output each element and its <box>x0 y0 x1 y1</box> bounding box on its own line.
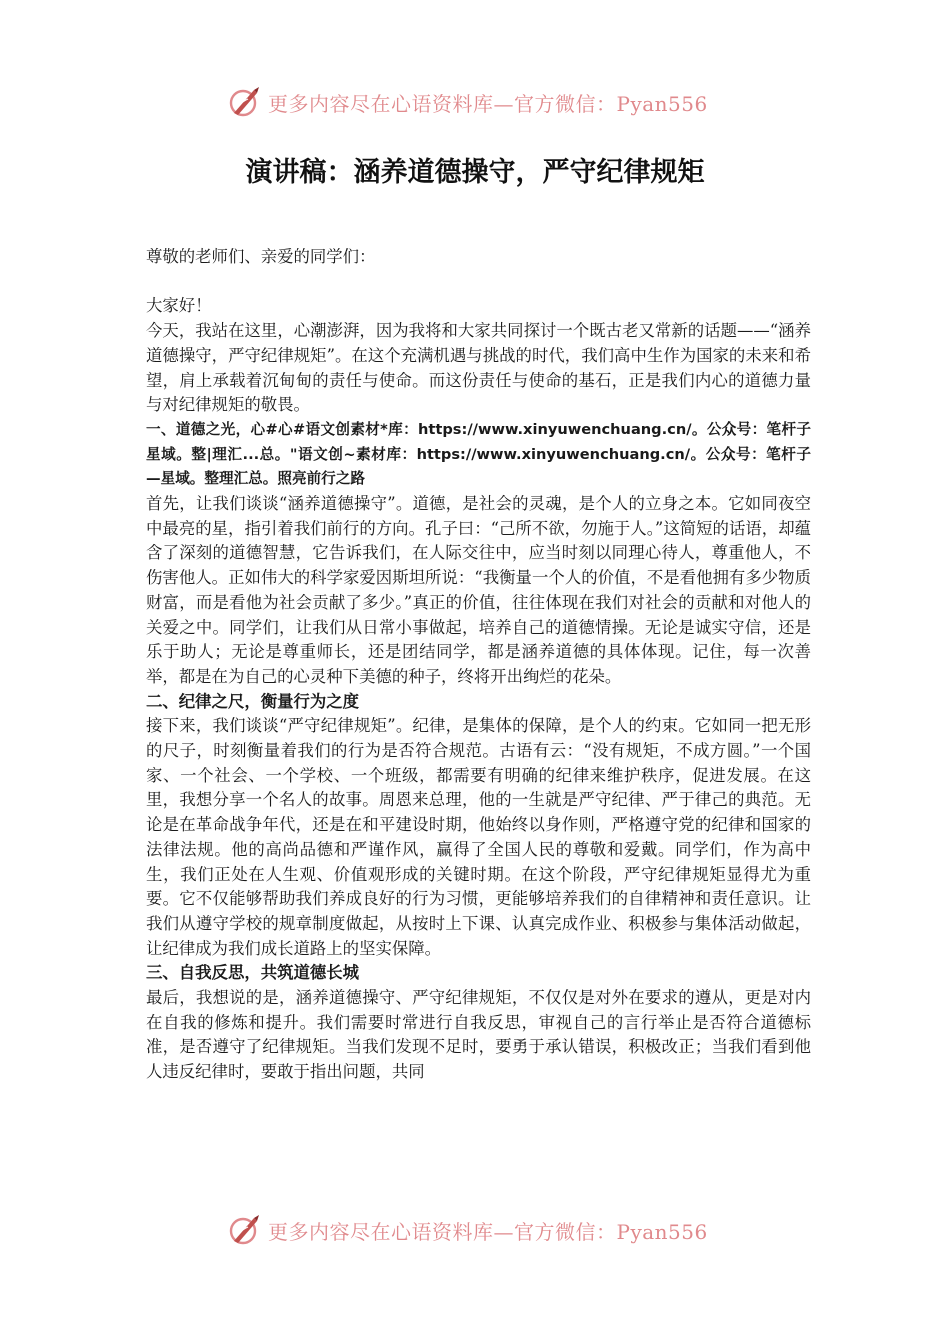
salutation: 大家好！ <box>146 296 212 316</box>
quill-logo-icon <box>228 1213 262 1247</box>
paragraph-gap <box>146 270 811 295</box>
greeting: 尊敬的老师们、亲爱的同学们： <box>146 247 376 266</box>
banner-text: 更多内容尽在心语资料库—官方微信：Pyan556 <box>268 1219 708 1244</box>
section-paragraph-1: 首先，让我们谈谈“涵养道德操守”。道德，是社会的灵魂，是个人的立身之本。它如同夜空中最亮的星，指引着我们前行的方向。孔子曰：“己所不欲，勿施于人。”这简短的话语，却蕴含了深刻的道德智慧，它告诉我们，在人际交往中，应当时刻以同理心待人，尊重他人，不伤害他人。正如伟大的科学家爱因斯坦所说：“我衡量一个人的价值，不是看他拥有多少物质财富，而是看他为社会贡献了多少。”真正的价值，往往体现在我们对社会的贡献和对他人的关爱之中。同学们，让我们从日常小事做起，培养自己的道德情操。无论是诚实守信，还是乐于助人；无论是尊重师长，还是团结同学，都是涵养道德的具体体现。记住，每一次善举，都是在为自己的心灵种下美德的种子，终将开出绚烂的花朵。 <box>146 494 811 686</box>
quill-logo-icon <box>228 85 262 119</box>
document-body <box>146 245 811 1085</box>
banner-text: 更多内容尽在心语资料库—官方微信：Pyan556 <box>268 91 708 116</box>
section-heading-2: 二、纪律之尺，衡量行为之度 <box>146 691 360 711</box>
footer-banner[interactable] <box>228 1212 728 1248</box>
section-paragraph-3: 最后，我想说的是，涵养道德操守、严守纪律规矩，不仅仅是对外在要求的遵从，更是对内在自我的修炼和提升。我们需要时常进行自我反思，审视自己的言行举止是否符合道德标准，是否遵守了纪律规矩。当我们发现不足时，要勇于承认错误，积极改正；当我们看到他人违反纪律时，要敢于指出问题，共同 <box>146 988 811 1082</box>
section-heading-1: 一、道德之光，心#心#语文创素材*库：https://www.xinyuwenchuang.cn/。公众号：笔杆子星域。整|理汇...总。"语文创~素材库：https://www.xinyuwenchuang.cn/。公众号：笔杆子—星域。整理汇总。照亮前行之路 <box>146 420 811 488</box>
header-banner[interactable] <box>228 84 728 120</box>
intro-paragraph: 今天，我站在这里，心潮澎湃，因为我将和大家共同探讨一个既古老又常新的话题——“涵养道德操守，严守纪律规矩”。在这个充满机遇与挑战的时代，我们高中生作为国家的未来和希望，肩上承载着沉甸甸的责任与使命。而这份责任与使命的基石，正是我们内心的道德力量与对纪律规矩的敬畏。 <box>146 321 811 415</box>
section-paragraph-2: 接下来，我们谈谈“严守纪律规矩”。纪律，是集体的保障，是个人的约束。它如同一把无形的尺子，时刻衡量着我们的行为是否符合规范。古语有云：“没有规矩，不成方圆。”一个国家、一个社会、一个学校、一个班级，都需要有明确的纪律来维护秩序，促进发展。在这里，我想分享一个名人的故事。周恩来总理，他的一生就是严守纪律、严于律己的典范。无论是在革命战争年代，还是在和平建设时期，他始终以身作则，严格遵守党的纪律和国家的法律法规。他的高尚品德和严谨作风，赢得了全国人民的尊敬和爱戴。同学们，作为高中生，我们正处在人生观、价值观形成的关键时期。在这个阶段，严守纪律规矩显得尤为重要。它不仅能够帮助我们养成良好的行为习惯，更能够培养我们的自律精神和责任意识。让我们从遵守学校的规章制度做起，从按时上下课、认真完成作业、积极参与集体活动做起，让纪律成为我们成长道路上的坚实保障。 <box>146 716 811 958</box>
document-title: 演讲稿：涵养道德操守，严守纪律规矩 <box>245 157 705 188</box>
section-heading-3: 三、自我反思，共筑道德长城 <box>146 963 360 983</box>
